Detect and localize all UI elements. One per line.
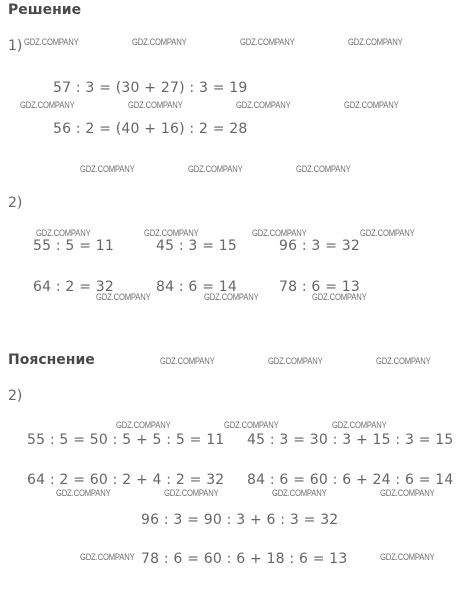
solution-part2-item-5: 84 : 6 = 14 [156, 279, 237, 295]
watermark: GDZ.COMPANY [348, 37, 403, 47]
explanation-line-6: 78 : 6 = 60 : 6 + 18 : 6 = 13 [141, 551, 348, 567]
watermark: GDZ.COMPANY [56, 488, 111, 498]
watermark: GDZ.COMPANY [376, 356, 431, 366]
watermark: GDZ.COMPANY [344, 100, 399, 110]
part1-label: 1) [8, 38, 23, 54]
explanation-line-1: 55 : 5 = 50 : 5 + 5 : 5 = 11 [27, 432, 225, 448]
watermark: GDZ.COMPANY [160, 356, 215, 366]
watermark: GDZ.COMPANY [116, 420, 171, 430]
solution-part2-item-1: 55 : 5 = 11 [33, 238, 114, 254]
watermark: GDZ.COMPANY [24, 37, 79, 47]
watermark: GDZ.COMPANY [312, 292, 367, 302]
watermark: GDZ.COMPANY [224, 420, 279, 430]
watermark: GDZ.COMPANY [36, 228, 91, 238]
explanation-line-3: 64 : 2 = 60 : 2 + 4 : 2 = 32 [27, 472, 225, 488]
watermark: GDZ.COMPANY [360, 228, 415, 238]
part2-label: 2) [8, 195, 23, 211]
explanation-heading: Пояснение [8, 352, 95, 368]
explanation-line-5: 96 : 3 = 90 : 3 + 6 : 3 = 32 [141, 512, 339, 528]
watermark: GDZ.COMPANY [236, 100, 291, 110]
watermark: GDZ.COMPANY [272, 488, 327, 498]
solution-part1-line-2: 56 : 2 = (40 + 16) : 2 = 28 [53, 121, 248, 137]
explanation-line-2: 45 : 3 = 30 : 3 + 15 : 3 = 15 [247, 432, 454, 448]
solution-part1-line-1: 57 : 3 = (30 + 27) : 3 = 19 [53, 80, 248, 96]
watermark: GDZ.COMPANY [252, 228, 307, 238]
watermark: GDZ.COMPANY [80, 552, 135, 562]
watermark: GDZ.COMPANY [144, 228, 199, 238]
watermark: GDZ.COMPANY [380, 552, 435, 562]
watermark: GDZ.COMPANY [20, 100, 75, 110]
watermark: GDZ.COMPANY [204, 292, 259, 302]
solution-heading: Решение [8, 2, 82, 18]
watermark: GDZ.COMPANY [296, 164, 351, 174]
watermark: GDZ.COMPANY [380, 488, 435, 498]
watermark: GDZ.COMPANY [268, 356, 323, 366]
watermark: GDZ.COMPANY [96, 292, 151, 302]
solution-part2-item-3: 96 : 3 = 32 [279, 238, 360, 254]
solution-part2-item-4: 64 : 2 = 32 [33, 279, 114, 295]
solution-part2-item-2: 45 : 3 = 15 [156, 238, 237, 254]
watermark: GDZ.COMPANY [188, 164, 243, 174]
watermark: GDZ.COMPANY [164, 488, 219, 498]
watermark: GDZ.COMPANY [80, 164, 135, 174]
explanation-part2-label: 2) [8, 388, 23, 404]
watermark: GDZ.COMPANY [132, 37, 187, 47]
explanation-line-4: 84 : 6 = 60 : 6 + 24 : 6 = 14 [247, 472, 454, 488]
watermark: GDZ.COMPANY [128, 100, 183, 110]
solution-part2-item-6: 78 : 6 = 13 [279, 279, 360, 295]
watermark: GDZ.COMPANY [332, 420, 387, 430]
watermark: GDZ.COMPANY [240, 37, 295, 47]
